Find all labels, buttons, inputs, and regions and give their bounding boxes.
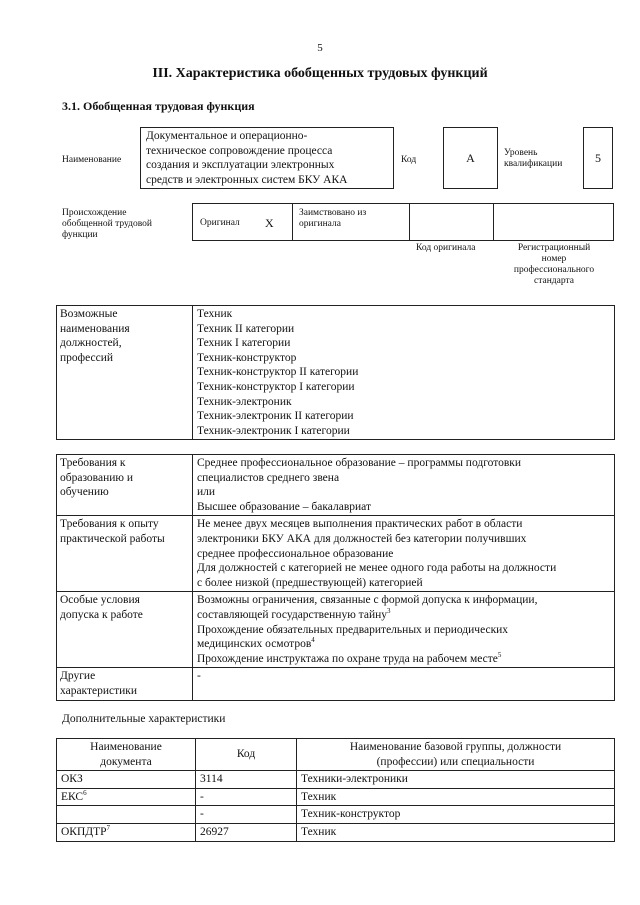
section-title: III. Характеристика обобщенных трудовых функций [152,66,488,81]
code-cell: - [196,806,297,824]
col-header-group [297,739,615,771]
positions-table [56,305,615,440]
label-line: характеристики [60,684,138,697]
list-item: Техник [197,308,233,320]
label-line: Другие [60,670,96,683]
doc-cell [57,771,196,789]
text-fragment: Прохождение инструктажа по охране труда на рабочем месте [197,652,498,665]
borrowed-cell [292,203,410,241]
table-row [57,668,615,700]
function-name-line: техническое сопровождение процесса [146,144,333,157]
registration-number-cell [493,203,614,241]
original-cell [192,203,293,241]
footnote-ref: 7 [106,824,111,833]
origin-label-line: обобщенной трудовой [62,219,152,229]
text-fragment: составляющей государственную тайну [197,608,388,621]
original-label: Оригинал [200,218,240,228]
origin-label-line: Происхождение [62,208,127,218]
doc-name: ОКПДТР [61,825,107,838]
label-line: практической работы [60,532,165,545]
list-item: Техник-конструктор II категории [197,366,359,379]
experience-value [193,516,615,592]
special-conditions-value [193,592,615,668]
origin-label-line: функции [62,230,98,240]
text-line: или [197,486,216,499]
text-line [197,608,610,623]
text-line: Среднее профессиональное образование – программы подготовки [197,457,522,469]
text-line: Высшее образование – бакалавриат [197,500,371,513]
table-row [57,806,615,824]
table-row [57,771,615,789]
doc-cell [57,806,196,824]
label-line: образованию и [60,471,133,484]
text-line [197,637,610,652]
list-item: Техник-электроник [197,395,292,408]
label-line: Требования к [60,457,126,469]
table-row [57,592,615,668]
list-item: Техник I категории [197,337,291,350]
label-line: допуска к работе [60,608,143,621]
text-line: с более низкой (предшествующей) категорией [197,576,423,589]
name-label: Наименование [62,155,122,165]
doc-cell [57,788,196,806]
registration-caption [495,243,613,287]
function-name-line: Документальное и операционно- [146,130,308,142]
label-line: Возможные [60,308,118,320]
col-header-code: Код [196,739,297,771]
list-item: Техник II категории [197,322,295,335]
level-label [504,148,562,170]
table-row [57,455,615,516]
label-line: должностей, [60,337,122,350]
code-cell: 26927 [196,823,297,841]
doc-name: ЕКС [61,790,84,803]
code-value: A [443,127,498,189]
code-cell: - [196,788,297,806]
label-line: профессий [60,351,114,364]
additional-table [56,738,615,842]
borrowed-label-line: Заимствовано из [299,208,367,218]
list-item: Техник-конструктор I категории [197,380,355,393]
registration-caption-line: стандарта [534,276,574,286]
table-row [57,739,615,771]
list-item: Техник-электроник I категории [197,424,350,437]
text-line [197,652,610,667]
function-name-box [140,127,394,189]
other-value: - [193,668,615,700]
label-line: наименования [60,322,130,335]
header-line: Наименование [90,741,162,753]
table-row [57,823,615,841]
footnote-ref: 3 [387,607,391,616]
page-number: 5 [317,42,323,54]
group-cell: Техники-электроники [297,771,615,789]
function-name-line: создания и эксплуатации электронных [146,159,335,172]
level-label-line: Уровень [504,148,538,158]
subsection-title: 3.1. Обобщенная трудовая функция [62,99,255,113]
doc-name: ОКЗ [61,773,83,786]
table-row [57,306,615,440]
text-fragment: медицинских осмотров [197,638,312,651]
list-item: Техник-конструктор [197,351,297,364]
doc-cell [57,823,196,841]
other-label [57,668,193,700]
level-value: 5 [583,127,613,189]
additional-heading: Дополнительные характеристики [62,713,226,725]
label-line: обучению [60,486,109,499]
col-header-document [57,739,196,771]
original-code-cell [409,203,494,241]
table-row [57,516,615,592]
text-line: Прохождение обязательных предварительных и периодических [197,623,509,636]
text-line: Возможны ограничения, связанные с формой допуска к информации, [197,594,538,607]
borrowed-label-line: оригинала [299,219,341,229]
label-line: Особые условия [60,594,140,607]
text-line: специалистов среднего звена [197,471,340,484]
group-cell: Техник [297,788,615,806]
header-line: Наименование базовой группы, должности [349,741,562,753]
code-label: Код [401,155,417,165]
positions-label [57,306,193,440]
code-cell: 3114 [196,771,297,789]
origin-label [62,208,152,241]
footnote-ref: 6 [83,788,87,797]
registration-caption-line: номер [541,254,567,264]
text-line: электроники БКУ АКА для должностей без категории получивших [197,532,527,545]
footnote-ref: 4 [311,636,315,645]
text-line: Не менее двух месяцев выполнения практических работ в области [197,518,523,531]
level-label-line: квалификации [504,159,563,169]
original-mark: X [265,216,274,230]
text-line: среднее профессиональное образование [197,547,394,560]
special-conditions-label [57,592,193,668]
table-row [57,788,615,806]
requirements-table [56,454,615,701]
original-code-caption: Код оригинала [416,243,476,253]
list-item: Техник-электроник II категории [197,410,354,423]
header-line: документа [100,755,152,768]
header-line: (профессии) или специальности [376,755,535,768]
experience-label [57,516,193,592]
label-line: Требования к опыту [60,518,159,531]
footnote-ref: 5 [497,650,502,659]
text-line: Для должностей с категорией не менее одного года работы на должности [197,562,557,575]
registration-caption-line: Регистрационный [517,243,591,253]
education-value [193,455,615,516]
positions-list [193,306,615,440]
group-cell: Техник-конструктор [297,806,615,824]
registration-caption-line: профессионального [513,265,595,275]
group-cell: Техник [297,823,615,841]
education-label [57,455,193,516]
function-name-line: средств и электронных систем БКУ АКА [146,173,348,186]
